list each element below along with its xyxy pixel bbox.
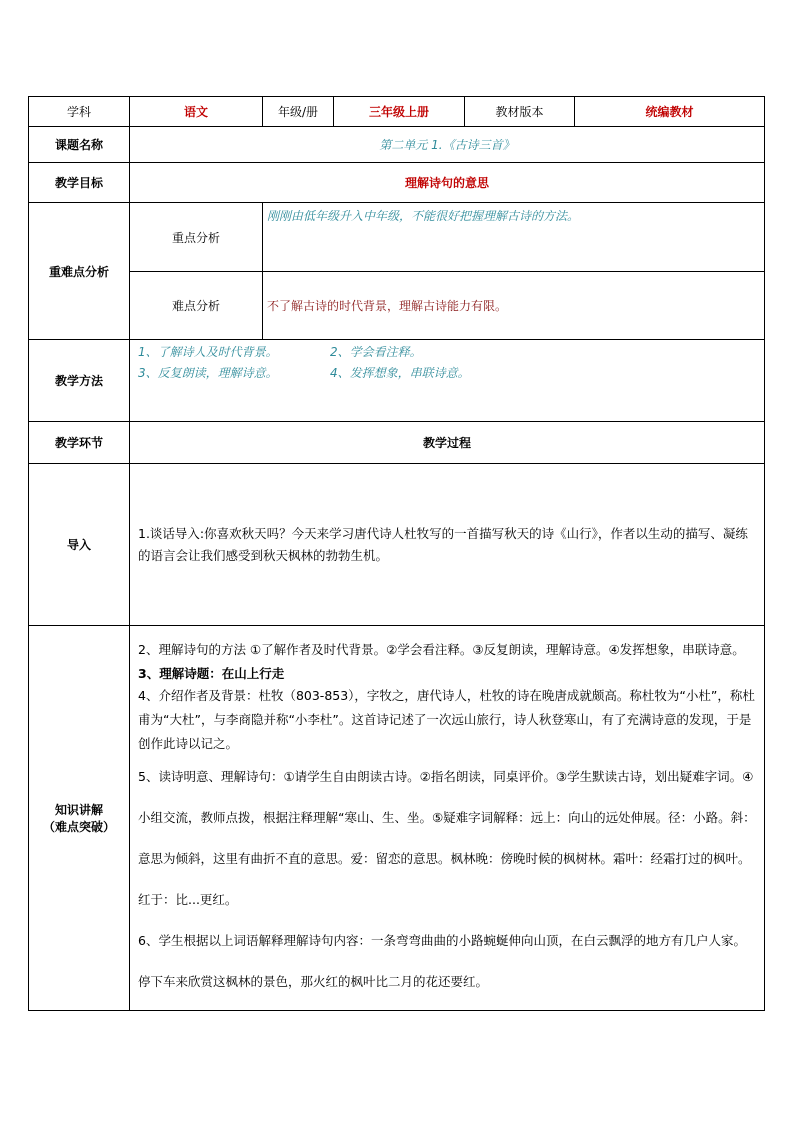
knowledge-paragraph: 4、介绍作者及背景：杜牧（803-853），字牧之，唐代诗人，杜牧的诗在晚唐成就颇高。称杜牧为“小杜”，称杜甫为“大杜”，与李商隐并称“小李杜”。这首诗记述了一次远山旅行，诗人秋登寒山，有了充满诗意的发现，于是创作此诗以记之。 — [138, 688, 755, 751]
methods-label: 教学方法 — [29, 340, 130, 422]
lesson-value: 第二单元 1.《古诗三首》 — [130, 127, 765, 163]
subject-value: 语文 — [130, 97, 263, 127]
edition-label: 教材版本 — [465, 97, 575, 127]
stage-label: 教学环节 — [29, 422, 130, 464]
lesson-plan-sheet — [28, 96, 764, 1011]
key-point-label: 重点分析 — [130, 203, 263, 272]
method-item: 4、发挥想象，串联诗意。 — [330, 366, 470, 380]
process-header-row — [29, 422, 765, 464]
knowledge-label-sub: （难点突破） — [42, 820, 115, 834]
key-point-value: 刚刚由低年级升入中年级，不能很好把握理解古诗的方法。 — [263, 203, 765, 272]
grade-value: 三年级上册 — [334, 97, 465, 127]
key-point-row — [29, 203, 765, 272]
knowledge-row — [29, 626, 765, 1011]
methods-list — [130, 340, 765, 422]
method-item: 1、了解诗人及时代背景。 — [138, 345, 278, 359]
subject-label: 学科 — [29, 97, 130, 127]
analysis-label: 重难点分析 — [29, 203, 130, 340]
edition-value: 统编教材 — [575, 97, 765, 127]
knowledge-paragraph: 3、理解诗题：在山上行走 — [138, 666, 285, 681]
header-row — [29, 97, 765, 127]
lesson-label: 课题名称 — [29, 127, 130, 163]
difficulty-label: 难点分析 — [130, 272, 263, 340]
intro-label: 导入 — [29, 464, 130, 626]
intro-row — [29, 464, 765, 626]
lesson-plan-table — [28, 96, 765, 1011]
knowledge-label-main: 知识讲解 — [54, 803, 103, 817]
knowledge-paragraph: 5、读诗明意、理解诗句：①请学生自由朗读古诗。②指名朗读，同桌评价。③学生默读古诗，划出疑难字词。④小组交流，教师点拨，根据注释理解“寒山、生、坐。⑤疑难字词解释：远上：向山的远处伸展。径：小路。斜：意思为倾斜，这里有曲折不直的意思。爱：留恋的意思。枫林晚：傍晚时候的枫树林。霜叶：经霜打过的枫叶。红于：比...更红。 — [138, 769, 756, 907]
process-label: 教学过程 — [130, 422, 765, 464]
goal-value: 理解诗句的意思 — [130, 163, 765, 203]
lesson-row — [29, 127, 765, 163]
method-item: 3、反复朗读，理解诗意。 — [138, 366, 278, 380]
grade-label: 年级/册 — [263, 97, 334, 127]
knowledge-paragraph: 2、理解诗句的方法 ①了解作者及时代背景。②学会看注释。③反复朗读，理解诗意。④发挥想象，串联诗意。 — [138, 642, 745, 657]
goal-label: 教学目标 — [29, 163, 130, 203]
goal-row — [29, 163, 765, 203]
methods-row — [29, 340, 765, 422]
knowledge-paragraph: 6、学生根据以上词语解释理解诗句内容：一条弯弯曲曲的小路蜿蜒伸向山顶，在白云飘浮的地方有几户人家。停下车来欣赏这枫林的景色，那火红的枫叶比二月的花还要红。 — [138, 933, 746, 989]
difficulty-value: 不了解古诗的时代背景，理解古诗能力有限。 — [263, 272, 765, 340]
intro-text: 1.谈话导入:你喜欢秋天吗？今天来学习唐代诗人杜牧写的一首描写秋天的诗《山行》，作者以生动的描写、凝练的语言会让我们感受到秋天枫林的勃勃生机。 — [130, 464, 765, 626]
knowledge-label — [29, 626, 130, 1011]
knowledge-content — [130, 626, 765, 1011]
difficulty-row — [29, 272, 765, 340]
method-item: 2、学会看注释。 — [330, 345, 422, 359]
